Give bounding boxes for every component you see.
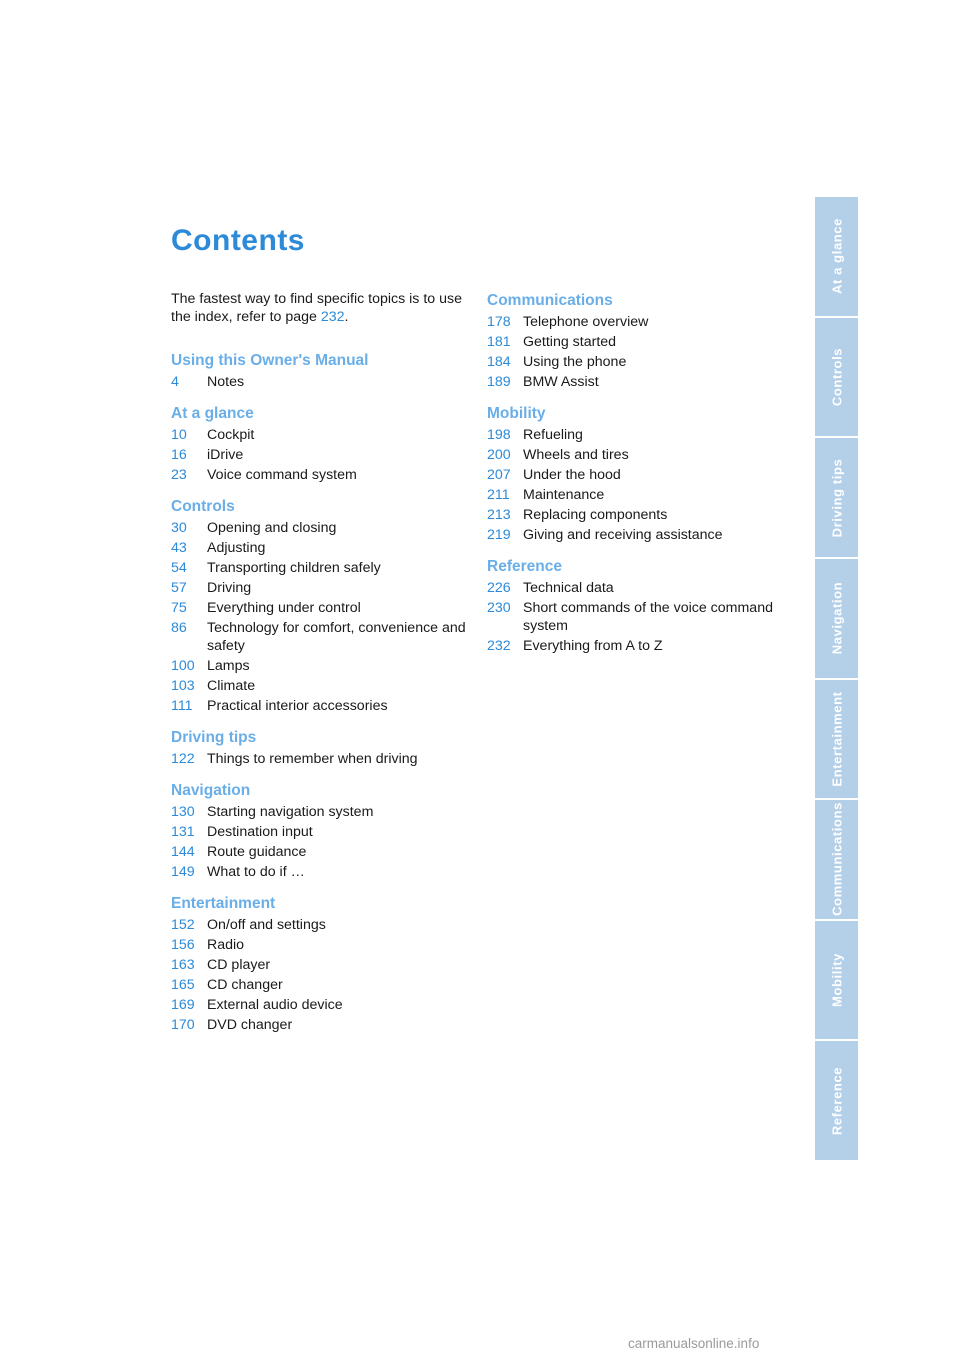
page-number-link[interactable]: 184 xyxy=(487,354,511,370)
section-driving-tips xyxy=(171,729,471,768)
page-number-link[interactable]: 181 xyxy=(487,334,511,350)
toc-entry[interactable] xyxy=(487,526,787,544)
section-controls xyxy=(171,498,471,715)
toc-entry[interactable] xyxy=(171,657,471,675)
page-number-link[interactable]: 103 xyxy=(171,678,195,694)
entry-title: Practical interior accessories xyxy=(207,698,388,714)
entry-title: Route guidance xyxy=(207,844,307,860)
page-number-link[interactable]: 144 xyxy=(171,844,195,860)
entry-title: Replacing components xyxy=(523,507,668,523)
section-communications xyxy=(487,292,787,391)
page-number-link[interactable]: 189 xyxy=(487,374,511,390)
page-number-link[interactable]: 165 xyxy=(171,977,195,993)
toc-entry[interactable] xyxy=(171,916,471,934)
toc-entry[interactable] xyxy=(171,956,471,974)
toc-entry[interactable] xyxy=(487,466,787,484)
page-number-link[interactable]: 30 xyxy=(171,520,187,536)
page-number-link[interactable]: 207 xyxy=(487,467,511,483)
toc-entry[interactable] xyxy=(171,843,471,861)
section-title: Navigation xyxy=(171,782,251,799)
section-mobility xyxy=(487,405,787,544)
entry-title: Under the hood xyxy=(523,467,621,483)
entry-title: Climate xyxy=(207,678,256,694)
entry-title: Cockpit xyxy=(207,427,255,443)
page-number-link[interactable]: 86 xyxy=(171,620,187,636)
page-number-link[interactable]: 100 xyxy=(171,658,195,674)
page-number-link[interactable]: 198 xyxy=(487,427,511,443)
page-number-link[interactable]: 111 xyxy=(171,698,193,714)
toc-entry[interactable] xyxy=(487,313,787,331)
page-number-link[interactable]: 4 xyxy=(171,374,179,390)
toc-entry[interactable] xyxy=(171,519,471,537)
chapter-tab-at-a-glance[interactable] xyxy=(815,197,858,318)
section-title: Reference xyxy=(487,558,562,575)
section-title: Mobility xyxy=(487,405,546,422)
entry-title: Refueling xyxy=(523,427,583,443)
toc-entry[interactable] xyxy=(171,466,471,484)
chapter-tab-label: Reference xyxy=(829,1066,844,1135)
chapter-tab-mobility[interactable] xyxy=(815,921,858,1042)
entry-title: Starting navigation system xyxy=(207,804,374,820)
entry-title: Telephone overview xyxy=(523,314,649,330)
toc-entry[interactable] xyxy=(487,353,787,371)
intro-text: The fastest way to find specific topics is to use the index, refer to page 232. xyxy=(171,291,462,325)
chapter-tab-label: Mobility xyxy=(829,953,844,1008)
entry-title: Wheels and tires xyxy=(523,447,629,463)
section-title: Communications xyxy=(487,292,613,309)
page-number-link[interactable]: 130 xyxy=(171,804,195,820)
contents-column-right xyxy=(487,292,787,669)
section-title: Entertainment xyxy=(171,895,276,912)
right-sections xyxy=(487,292,787,655)
entry-title: Radio xyxy=(207,937,245,953)
toc-entry[interactable] xyxy=(171,1016,471,1034)
page-number-link[interactable]: 54 xyxy=(171,560,187,576)
toc-entry[interactable] xyxy=(171,426,471,444)
toc-entry[interactable] xyxy=(487,486,787,504)
section-title: Using this Owner's Manual xyxy=(171,352,369,369)
chapter-tab-entertainment[interactable] xyxy=(815,680,858,801)
page-number-link[interactable]: 149 xyxy=(171,864,195,880)
entry-title: Technical data xyxy=(523,580,614,596)
entry-title: Lamps xyxy=(207,658,250,674)
entry-title: iDrive xyxy=(207,447,244,463)
chapter-tab-communications[interactable] xyxy=(815,800,858,921)
toc-entry[interactable] xyxy=(171,579,471,597)
entry-title: BMW Assist xyxy=(523,374,599,390)
page-number-link[interactable]: 23 xyxy=(171,467,187,483)
entry-title: Opening and closing xyxy=(207,520,337,536)
chapter-tab-driving-tips[interactable] xyxy=(815,438,858,559)
page-number-link[interactable]: 232 xyxy=(487,638,511,654)
page-number-link[interactable]: 219 xyxy=(487,527,511,543)
entry-title: What to do if … xyxy=(207,864,305,880)
page-number-link[interactable]: 16 xyxy=(171,447,187,463)
page-number-link[interactable]: 163 xyxy=(171,957,195,973)
toc-entry[interactable] xyxy=(171,823,471,841)
entry-title: Maintenance xyxy=(523,487,605,503)
watermark: carmanualsonline.info xyxy=(628,1336,760,1351)
toc-entry[interactable] xyxy=(487,579,787,597)
toc-entry[interactable] xyxy=(487,506,787,524)
entry-title: Short commands of the voice command system xyxy=(523,600,773,634)
page-number-link[interactable]: 131 xyxy=(171,824,195,840)
toc-entry[interactable] xyxy=(171,803,471,821)
toc-entry[interactable] xyxy=(171,539,471,557)
chapter-tab-bar xyxy=(815,197,858,1160)
toc-entry[interactable] xyxy=(171,863,471,881)
page-number-link[interactable]: 226 xyxy=(487,580,511,596)
toc-entry[interactable] xyxy=(171,559,471,577)
chapter-tab-label: Controls xyxy=(829,347,844,407)
entry-title: Destination input xyxy=(207,824,313,840)
entry-title: Voice command system xyxy=(207,467,357,483)
page-number-link[interactable]: 230 xyxy=(487,600,511,616)
page-number-link[interactable]: 213 xyxy=(487,507,511,523)
toc-entry[interactable] xyxy=(171,697,471,715)
section-title: At a glance xyxy=(171,405,254,422)
page-number-link[interactable]: 169 xyxy=(171,997,195,1013)
entry-title: CD changer xyxy=(207,977,283,993)
chapter-tab-reference[interactable] xyxy=(815,1041,858,1160)
entry-title: CD player xyxy=(207,957,271,973)
page-number-link[interactable]: 200 xyxy=(487,447,511,463)
toc-entry[interactable] xyxy=(487,599,787,635)
entry-title: Everything under control xyxy=(207,600,361,616)
toc-entry[interactable] xyxy=(171,976,471,994)
page-number-link[interactable]: 156 xyxy=(171,937,195,953)
entry-title: Adjusting xyxy=(207,540,266,556)
toc-entry[interactable] xyxy=(171,599,471,617)
page-number-link[interactable]: 43 xyxy=(171,540,187,556)
toc-entry[interactable] xyxy=(487,637,787,655)
entry-title: Giving and receiving assistance xyxy=(523,527,723,543)
left-sections xyxy=(171,352,471,1034)
page-title: Contents xyxy=(171,224,305,257)
toc-entry[interactable] xyxy=(487,426,787,444)
toc-entry[interactable] xyxy=(171,996,471,1014)
entry-title: Transporting children safely xyxy=(207,560,381,576)
entry-title: Notes xyxy=(207,374,245,390)
toc-entry[interactable] xyxy=(171,619,471,655)
page-number-link[interactable]: 170 xyxy=(171,1017,195,1033)
chapter-tab-label: Communications xyxy=(829,802,844,917)
section-title: Controls xyxy=(171,498,235,515)
chapter-tab-navigation[interactable] xyxy=(815,559,858,680)
page-number-link[interactable]: 10 xyxy=(171,427,187,443)
section-at-a-glance xyxy=(171,405,471,484)
entry-title: On/off and settings xyxy=(207,917,326,933)
section-title: Driving tips xyxy=(171,729,257,746)
toc-entry[interactable] xyxy=(171,677,471,695)
page-number-link[interactable]: 152 xyxy=(171,917,195,933)
toc-entry[interactable] xyxy=(487,446,787,464)
chapter-tab-label: Entertainment xyxy=(829,691,844,787)
section-navigation xyxy=(171,782,471,881)
entry-title: Things to remember when driving xyxy=(207,751,418,767)
page-number-link[interactable]: 211 xyxy=(487,487,510,503)
toc-entry[interactable] xyxy=(171,750,471,768)
entry-title: Using the phone xyxy=(523,354,627,370)
chapter-tab-label: At a glance xyxy=(829,218,844,295)
chapter-tab-label: Driving tips xyxy=(829,458,844,537)
page-number-link[interactable]: 122 xyxy=(171,751,195,767)
toc-entry[interactable] xyxy=(171,373,471,391)
index-page-link[interactable]: 232 xyxy=(320,309,345,325)
entry-title: Driving xyxy=(207,580,252,596)
toc-entry[interactable] xyxy=(487,333,787,351)
toc-entry[interactable] xyxy=(171,936,471,954)
toc-entry[interactable] xyxy=(487,373,787,391)
contents-column-left xyxy=(171,290,471,1048)
chapter-tab-controls[interactable] xyxy=(815,318,858,439)
chapter-tab-label: Navigation xyxy=(829,581,844,655)
page-number-link[interactable]: 178 xyxy=(487,314,511,330)
entry-title: External audio device xyxy=(207,997,343,1013)
section-entertainment xyxy=(171,895,471,1034)
section-using-this-owner-s-manual xyxy=(171,352,471,391)
page-number-link[interactable]: 75 xyxy=(171,600,187,616)
entry-title: Everything from A to Z xyxy=(523,638,663,654)
entry-title: Getting started xyxy=(523,334,617,350)
section-reference xyxy=(487,558,787,655)
entry-title: DVD changer xyxy=(207,1017,293,1033)
page-number-link[interactable]: 57 xyxy=(171,580,187,596)
entry-title: Technology for comfort, convenience and safety xyxy=(207,620,466,654)
toc-entry[interactable] xyxy=(171,446,471,464)
